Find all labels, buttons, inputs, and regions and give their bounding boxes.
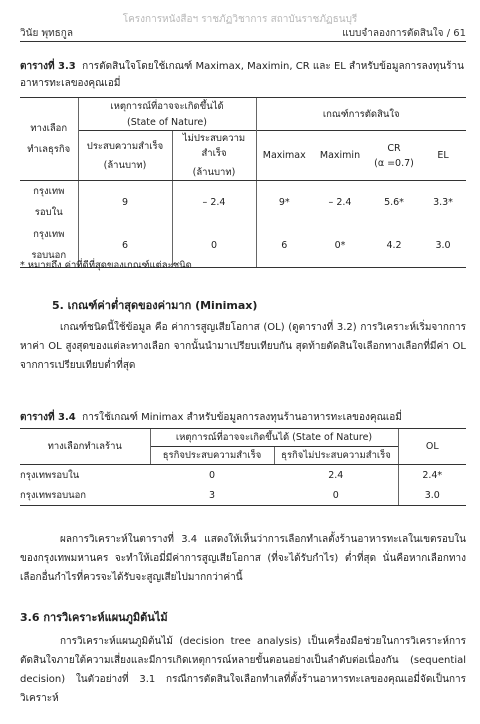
col-ol-header: OL <box>398 429 466 465</box>
col-maximin-header: Maximin <box>312 131 368 181</box>
watermark: โครงการหนังสือฯ ราชภัฏวิชาการ สถาบันราชภัฏธนบุรี <box>122 14 358 25</box>
caption-text: การตัดสินใจโดยใช้เกณฑ์ Maximax, Maximin, CR และ EL สำหรับข้อมูลการลงทุนร้านอาหารทะเลของคุณเอมี่ <box>20 61 464 89</box>
cell-maximax: 6 <box>256 223 312 268</box>
cell-el: 3.3* <box>433 196 453 208</box>
col-alternative-header: ทางเลือกทำเลร้าน <box>20 429 150 465</box>
section-3-6-heading: 3.6 การวิเคราะห์แผนภูมิต้นไม้ <box>20 611 168 624</box>
col-el-header: EL <box>420 131 466 181</box>
header-rule <box>20 41 466 42</box>
table-footnote: * หมายถึง ค่าที่ดีที่สุดของเกณฑ์แต่ละชนิด <box>20 260 192 271</box>
table-3-4-caption <box>20 410 402 425</box>
caption-label: ตารางที่ 3.3 <box>20 61 76 72</box>
cell-maximin: 0* <box>312 223 368 268</box>
cell-ol: 3.0 <box>398 485 466 506</box>
section-5-paragraph: เกณฑ์ชนิดนี้ใช้ข้อมูล คือ ค่าการสูญเสียโอกาส (OL) (ดูตารางที่ 3.2) การวิเคราะห์เริ่มจากการหาค่า OL สูงสุดของแต่ละทางเลือก จากนั้นนำมาเปรียบเทียบกัน สุดท้ายตัดสินใจเลือกทางเลือกที่มีค่า OL จากการเปรียบเทียบต่ำที่สุด <box>20 322 466 371</box>
cell-fail: – 2.4 <box>172 181 256 224</box>
section-5-heading: 5. เกณฑ์ค่าต่ำสุดของค่ามาก (Minimax) <box>52 299 258 312</box>
table-3-4 <box>20 428 466 506</box>
caption-label: ตารางที่ 3.4 <box>20 412 76 423</box>
table-3-3 <box>20 97 466 268</box>
section-3-6-paragraph: การวิเคราะห์แผนภูมิต้นไม้ (decision tree analysis) เป็นเครื่องมือช่วยในการวิเคราะห์การตัดสินใจภายใต้ความเสี่ยงและมีการเกิดเหตุการณ์หลายขั้นตอนอย่างเป็นลำดับต่อเนื่องกัน (sequential decision) ในตัวอย่างที่ 3.1 กรณีการตัดสินใจเลือกทำเลที่ตั้งร้านอาหารทะเลของคุณเอมี่จัดเป็นการวิเคราะห์ <box>20 636 466 704</box>
cell-cr: 5.6* <box>384 196 404 208</box>
table-row <box>20 465 466 486</box>
cell-success: 0 <box>208 469 216 481</box>
table-row <box>20 181 466 224</box>
cell-fail: 0 <box>172 223 256 268</box>
row-name: กรุงเทพรอบนอก <box>20 485 150 506</box>
col-fail-header: ธุรกิจไม่ประสบความสำเร็จ <box>274 447 398 465</box>
state-group-header: เหตุการณ์ที่อาจจะเกิดขึ้นได้ (State of Nature) <box>150 429 398 447</box>
criteria-group-header: เกณฑ์การตัดสินใจ <box>256 98 466 131</box>
col-fail-header: ไม่ประสบความสำเร็จ (ล้านบาท) <box>172 131 256 181</box>
col-alternative-header: ทางเลือก ทำเลธุรกิจ <box>20 98 78 181</box>
table-row <box>20 485 466 506</box>
col-cr-header: CR (α =0.7) <box>368 131 420 181</box>
row-name: กรุงเทพรอบใน <box>20 469 80 481</box>
cell-fail: 0 <box>274 485 398 506</box>
col-maximax-header: Maximax <box>256 131 312 181</box>
running-header-author: วินัย พุทธกูล <box>20 28 73 39</box>
cell-maximin: – 2.4 <box>328 196 352 208</box>
caption-text: การใช้เกณฑ์ Minimax สำหรับข้อมูลการลงทุนร้านอาหารทะเลของคุณเอมี่ <box>82 412 402 423</box>
cell-success: 3 <box>150 485 274 506</box>
result-paragraph: ผลการวิเคราะห์ในตารางที่ 3.4 แสดงให้เห็นว่าการเลือกทำเลตั้งร้านอาหารทะเลในเขตรอบในของกรุงเทพมหานคร จะทำให้เอมี่มีค่าการสูญเสียโอกาส (ที่จะได้รับกำไร) ต่ำที่สุด นั่นคือหากเลือกทางเลือกอื่นกำไรที่ควรจะได้รับจะสูญเสียไปมากกว่าค่านี้ <box>20 534 466 583</box>
row-name: กรุงเทพ รอบนอก <box>20 223 78 268</box>
cell-fail: 2.4 <box>328 469 344 481</box>
cell-ol: 2.4* <box>398 465 466 486</box>
cell-cr: 4.2 <box>368 223 420 268</box>
table-3-3-caption <box>20 58 470 92</box>
cell-maximax: 9* <box>256 181 312 224</box>
state-group-header: เหตุการณ์ที่อาจจะเกิดขึ้นได้ <box>78 98 256 115</box>
row-name: กรุงเทพ รอบใน <box>33 186 65 218</box>
col-success-header: ประสบความสำเร็จ (ล้านบาท) <box>78 131 172 181</box>
col-success-header: ธุรกิจประสบความสำเร็จ <box>150 447 274 465</box>
running-header-page: แบบจำลองการตัดสินใจ / 61 <box>342 28 466 39</box>
cell-success: 6 <box>78 223 172 268</box>
cell-success: 9 <box>78 181 172 224</box>
state-group-subheader: (State of Nature) <box>78 114 256 131</box>
cell-el: 3.0 <box>420 223 466 268</box>
